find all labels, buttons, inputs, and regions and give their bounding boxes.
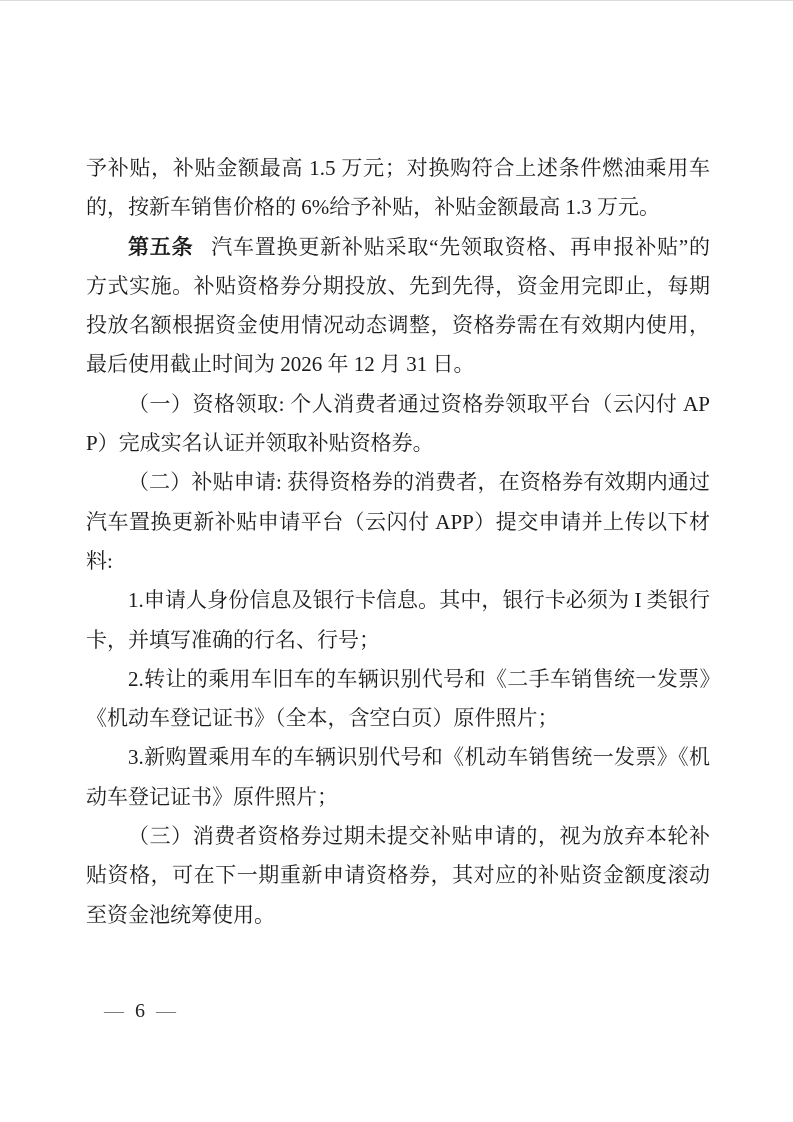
paragraph-article-5 xyxy=(86,228,710,385)
body-text: （二）补贴申请: 获得资格券的消费者，在资格券有效期内通过汽车置换更新补贴申请平台（云闪付 APP）提交申请并上传以下材料: xyxy=(86,470,710,573)
body-text: （一）资格领取: 个人消费者通过资格券领取平台（云闪付 APP）完成实名认证并领取补贴资格券。 xyxy=(86,391,710,456)
paragraph-continuation xyxy=(86,149,710,228)
document-body xyxy=(86,149,710,935)
body-text: 予补贴，补贴金额最高 1.5 万元；对换购符合上述条件燃油乘用车的，按新车销售价格的 6%给予补贴，补贴金额最高 1.3 万元。 xyxy=(86,156,710,220)
scan-edge-line xyxy=(0,0,793,1)
paragraph-material-1 xyxy=(86,581,710,660)
paragraph-material-3 xyxy=(86,738,710,817)
paragraph-material-2 xyxy=(86,660,710,739)
paragraph-item-3 xyxy=(86,817,710,935)
body-text: （三）消费者资格券过期未提交补贴申请的，视为放弃本轮补贴资格，可在下一期重新申请资格券，其对应的补贴资金额度滚动至资金池统筹使用。 xyxy=(86,824,710,927)
footer-dash-right: — xyxy=(156,1000,176,1022)
body-text: 2.转让的乘用车旧车的车辆识别代号和《二手车销售统一发票》《机动车登记证书》（全本，含空白页）原件照片； xyxy=(86,666,710,731)
footer-page-number xyxy=(104,998,176,1024)
paragraph-item-2 xyxy=(86,463,710,581)
body-text: 汽车置换更新补贴采取“先领取资格、再申报补贴”的方式实施。补贴资格券分期投放、先到先得，资金用完即止，每期投放名额根据资金使用情况动态调整，资格券需在有效期内使用，最后使用截止时间为 2026 年 12 月 31 日。 xyxy=(86,234,711,377)
body-text: 3.新购置乘用车的车辆识别代号和《机动车销售统一发票》《机动车登记证书》原件照片； xyxy=(86,745,710,809)
body-text: 1.申请人身份信息及银行卡信息。其中，银行卡必须为 I 类银行卡，并填写准确的行名、行号； xyxy=(86,588,710,652)
page-number: 6 xyxy=(135,1000,145,1022)
paragraph-item-1 xyxy=(86,385,710,464)
footer-dash-left: — xyxy=(104,1000,124,1022)
article-5-label: 第五条 xyxy=(128,234,194,259)
